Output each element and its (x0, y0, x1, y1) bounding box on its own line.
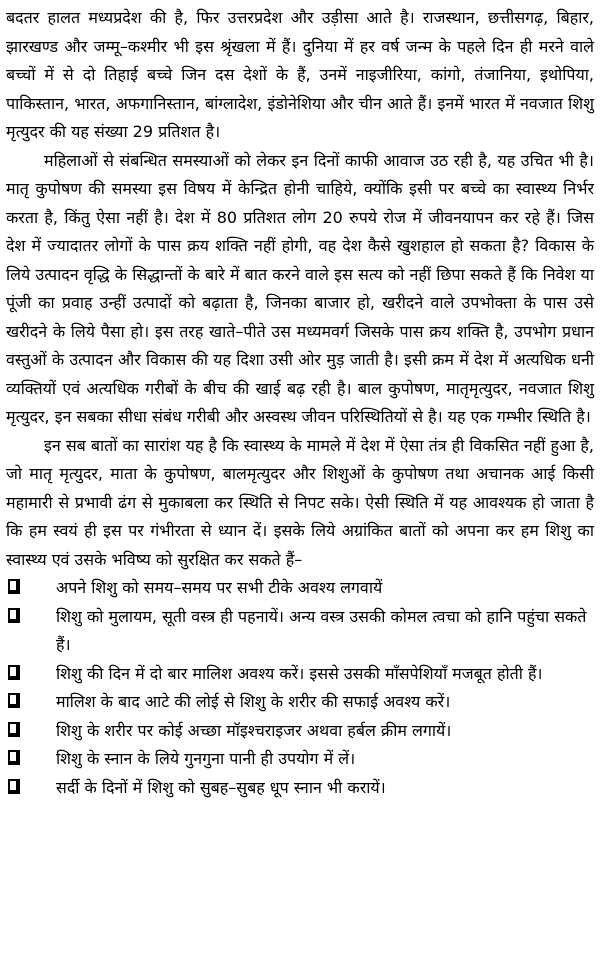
checkbox-square-icon (8, 579, 20, 594)
list-item (6, 603, 594, 660)
checkbox-square-icon (8, 693, 20, 708)
list-item-text: शिशु के स्नान के लिये गुनगुना पानी ही उपयोग में लें। (56, 749, 356, 768)
paragraph-statistics: बदतर हालत मध्यप्रदेश की है, फिर उत्तरप्रदेश और उड़ीसा आते है। राजस्थान, छत्तीसगढ़, बिहार, झारखण्ड और जम्मू–कश्मीर भी इस श्रृंखला में हैं। दुनिया में हर वर्ष जन्म के पहले दिन ही मरने वाले बच्चों में से दो तिहाई बच्चे जिन दस देशों के हैं, उनमें नाइजीरिया, कांगो, तंजानिया, इथोपिया, पाकिस्तान, भारत, अफगानिस्तान, बांग्लादेश, इंडोनेशिया और चीन आते हैं। इनमें भारत में नवजात शिशु मृत्युदर की यह संख्या 29 प्रतिशत है। (6, 8, 594, 141)
list-item (6, 574, 594, 603)
list-item (6, 660, 594, 689)
list-item (6, 717, 594, 746)
list-item (6, 774, 594, 803)
list-item-text: शिशु के शरीर पर कोई अच्छा मॉइश्चराइजर अथवा हर्बल क्रीम लगायें। (56, 720, 452, 740)
list-item-text: सर्दी के दिनों में शिशु को सुबह–सुबह धूप स्नान भी करायें। (56, 777, 386, 797)
paragraph-maternal-malnutrition: महिलाओं से संबन्धित समस्याओं को लेकर इन दिनों काफी आवाज उठ रही है, यह उचित भी है। मातृ कुपोषण की समस्या इस विषय में केन्द्रित होनी चाहिये, क्योंकि इसी पर बच्चे का स्वास्थ्य निर्भर करता है, किंतु ऐसा नहीं है। देश में 80 प्रतिशत लोग 20 रुपये रोज में जीवनयापन कर रहे हैं। जिस देश में ज्यादातर लोगों के पास क्रय शक्ति नहीं होगी, वह देश कैसे खुशहाल हो सकता है? विकास के लिये उत्पादन वृद्धि के सिद्धान्तों के बारे में बात करने वाले इस सत्य को नहीं छिपा सकते हैं कि निवेश या पूंजी का प्रवाह उन्हीं उत्पादों को बढ़ाता है, जिनका बाजार हो, खरीदने वाले उपभोक्ता के पास उसे खरीदने के लिये पैसा हो। इस तरह खाते–पीते उस मध्यमवर्ग जिसके पास क्रय शक्ति है, उपभोग प्रधान वस्तुओं के उत्पादन और विकास की यह दिशा उसी ओर मुड़ जाती है। इसी क्रम में देश में अत्यधिक धनी व्यक्तियों एवं अत्यधिक गरीबों के बीच की खाई बढ़ रही है। बाल कुपोषण, मातृमृत्युदर, नवजात शिशु मृत्युदर, इन सबका सीधा संबंध गरीबी और अस्वस्थ जीवन परिस्थितियों से है। यह एक गम्भीर स्थिति है। (6, 150, 594, 426)
list-item (6, 745, 594, 774)
checkbox-square-icon (8, 779, 20, 794)
list-item-text: शिशु की दिन में दो बार मालिश अवश्य करें। इससे उसकी माँसपेशियाँ मजबूत होती हैं। (56, 663, 543, 683)
checkbox-square-icon (8, 608, 20, 623)
checkbox-square-icon (8, 722, 20, 737)
checkbox-square-icon (8, 750, 20, 765)
paragraph-summary: इन सब बातों का सारांश यह है कि स्वास्थ्य के मामले में देश में ऐसा तंत्र ही विकसित नहीं हुआ है, जो मातृ मृत्युदर, माता के कुपोषण, बालमृत्युदर और शिशुओं के कुपोषण तथा अचानक आई किसी महामारी से प्रभावी ढंग से मुकाबला कर स्थिति से निपट सके। ऐसी स्थिति में यह आवश्यक हो जाता है कि हम स्वयं ही इस पर गंभीरता से ध्यान दें। इसके लिये अग्रांकित बातों को अपना कर हम शिशु का स्वास्थ्य एवं उसके भविष्य को सुरक्षित कर सकते हैं– (6, 435, 594, 569)
checkbox-square-icon (8, 665, 20, 680)
list-item-text: शिशु को मुलायम, सूती वस्त्र ही पहनायें। अन्य वस्त्र उसकी कोमल त्वचा को हानि पहुंचा सकते हैं। (56, 606, 587, 654)
list-item-text: मालिश के बाद आटे की लोई से शिशु के शरीर की सफाई अवश्य करें। (56, 692, 451, 711)
list-item (6, 688, 594, 717)
tips-list (6, 574, 594, 802)
list-item-text: अपने शिशु को समय–समय पर सभी टीके अवश्य लगवायें (56, 578, 383, 597)
